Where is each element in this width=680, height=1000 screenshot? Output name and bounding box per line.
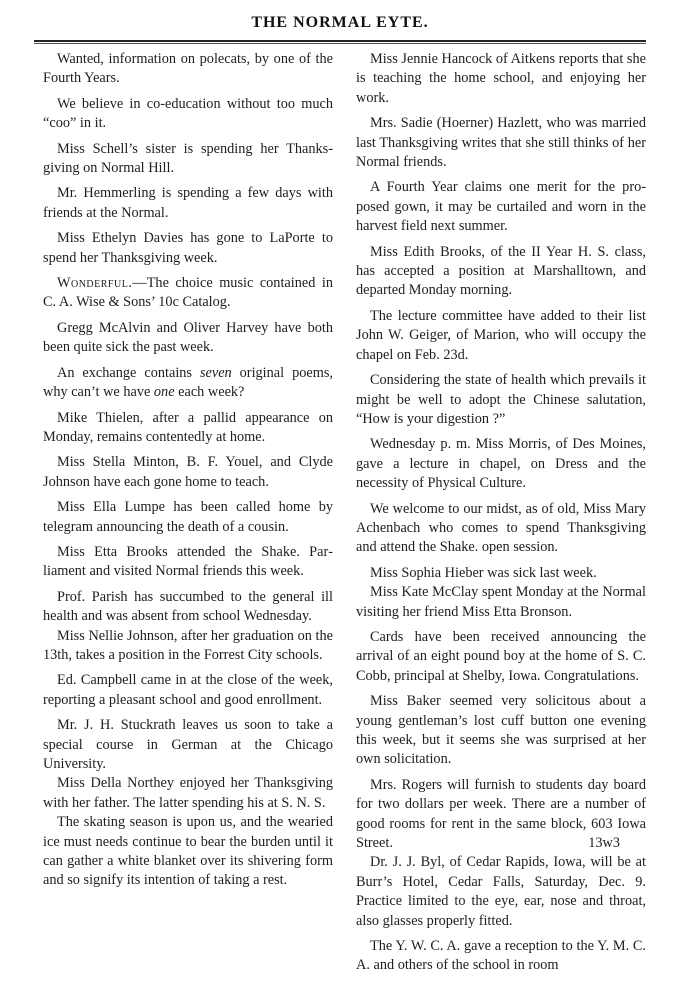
news-item: Wednesday p. m. Miss Morris, of Des Moines, gave a lecture in chapel, on Dress and the necessity of Physical Culture. — [356, 436, 646, 492]
news-item: Miss Sophia Hieber was sick last week. — [370, 564, 597, 581]
news-item: Considering the state of health which prevails it might be well to adopt the Chinese salutation, “How is your digestion ?” — [356, 372, 646, 427]
news-item: The lecture committee have added to their list John W. Geiger, of Marion, who will occupy the chapel on Feb. 23d. — [356, 307, 646, 363]
news-item: The skating season is upon us, and the wearied ice must needs continue to bear the burden until it can gather a white blanket over its shivering form and so signify its intention of taking a rest. — [43, 814, 333, 889]
news-item-advert — [43, 274, 333, 313]
news-item: Prof. Parish has succumbed to the general ill health and was absent from school Wednesday. — [43, 588, 333, 625]
text-run: original poems, why can’t we have — [43, 364, 333, 401]
news-item: Mike Thielen, after a pallid appearance on Monday, remains contentedly at home. — [43, 409, 333, 445]
news-item-advert — [356, 776, 646, 854]
text-run: An exchange contains — [57, 364, 200, 381]
news-item: A Fourth Year claims one merit for the proposed gown, it may be curtailed and worn in the harvest field next summer. — [356, 179, 646, 235]
advert-text: Mrs. Rogers will furnish to students day board for two dollars per week. There are a number of good rooms for rent in the same block, 603 Iowa Street. — [356, 776, 646, 852]
news-item: Miss Schell’s sister is spending her Thanksgiving on Normal Hill. — [43, 140, 333, 177]
news-item: We believe in co-education without too much “coo” in it. — [43, 95, 333, 132]
news-item: The Y. W. C. A. gave a reception to the Y. M. C. A. and others of the school in room — [356, 938, 646, 974]
news-item-advert: Dr. J. J. Byl, of Cedar Rapids, Iowa, will be at Burr’s Hotel, Cedar Falls, Saturday, Dec. 9. Practice limited to the eye, ear, nose and throat, also glasses properly fitted. — [356, 854, 646, 929]
masthead-rule — [34, 40, 646, 44]
news-item: Wanted, information on polecats, by one of the Fourth Years. — [43, 51, 333, 87]
masthead-title: THE NORMAL EYTE. — [251, 14, 429, 31]
text-run: each week? — [174, 384, 245, 401]
news-item: Mr. J. H. Stuckrath leaves us soon to take a special course in German at the Chicago University. — [43, 717, 333, 772]
emphasis: one — [153, 384, 175, 401]
news-item: Miss Ethelyn Davies has gone to LaPorte to spend her Thanksgiving week. — [43, 230, 333, 266]
right-column — [356, 50, 646, 982]
news-item: Miss Stella Minton, B. F. Youel, and Clyde Johnson have each gone home to teach. — [43, 454, 333, 490]
advert-code: 13w3 — [588, 835, 620, 852]
news-item: Miss Nellie Johnson, after her graduation on the 13th, takes a position in the Forrest City schools. — [43, 627, 333, 663]
news-item: Ed. Campbell came in at the close of the week, reporting a pleasant school and good enrollment. — [43, 672, 333, 708]
left-column — [43, 50, 333, 897]
news-item: Miss Jennie Hancock of Aitkens reports that she is teaching the home school, and enjoying her work. — [356, 51, 646, 106]
news-item: Cards have been received announcing the arrival of an eight pound boy at the home of S. C. Cobb, principal at Shelby, Iowa. Congratulations. — [356, 628, 646, 684]
news-item — [43, 364, 333, 403]
news-item: Mrs. Sadie (Hoerner) Hazlett, who was married last Thanksgiving writes that she still thinks of her Normal friends. — [356, 115, 646, 171]
news-item: Miss Etta Brooks attended the Shake. Parliament and visited Normal friends this week. — [43, 543, 333, 580]
news-item: Gregg McAlvin and Oliver Harvey have both been quite sick the past week. — [43, 319, 333, 356]
news-item: We welcome to our midst, as of old, Miss Mary Achenbach who comes to spend Thanksgiving and attend the Shake. open session. — [356, 500, 646, 556]
news-item: Mr. Hemmerling is spending a few days with friends at the Normal. — [43, 185, 333, 221]
news-item: Miss Baker seemed very solicitous about a young gentleman’s lost cuff button one evening this week, but it seems she was surprised at her own solicitation. — [356, 693, 646, 768]
emphasis: seven — [199, 364, 232, 381]
news-item: Miss Kate McClay spent Monday at the Normal visiting her friend Miss Etta Bronson. — [356, 584, 646, 620]
advert-lead: Wonderful. — [57, 275, 133, 292]
advert-text: —The choice music contained in C. A. Wise & Sons’ 10c Catalog. — [43, 275, 333, 311]
news-item: Miss Ella Lumpe has been called home by telegram announcing the death of a cousin. — [43, 499, 333, 535]
news-item: Miss Della Northey enjoyed her Thanksgiving with her father. The latter spending his at S. N. S. — [43, 775, 333, 811]
news-item: Miss Edith Brooks, of the II Year H. S. class, has accepted a position at Marshalltown, and departed Monday morning. — [356, 243, 646, 299]
